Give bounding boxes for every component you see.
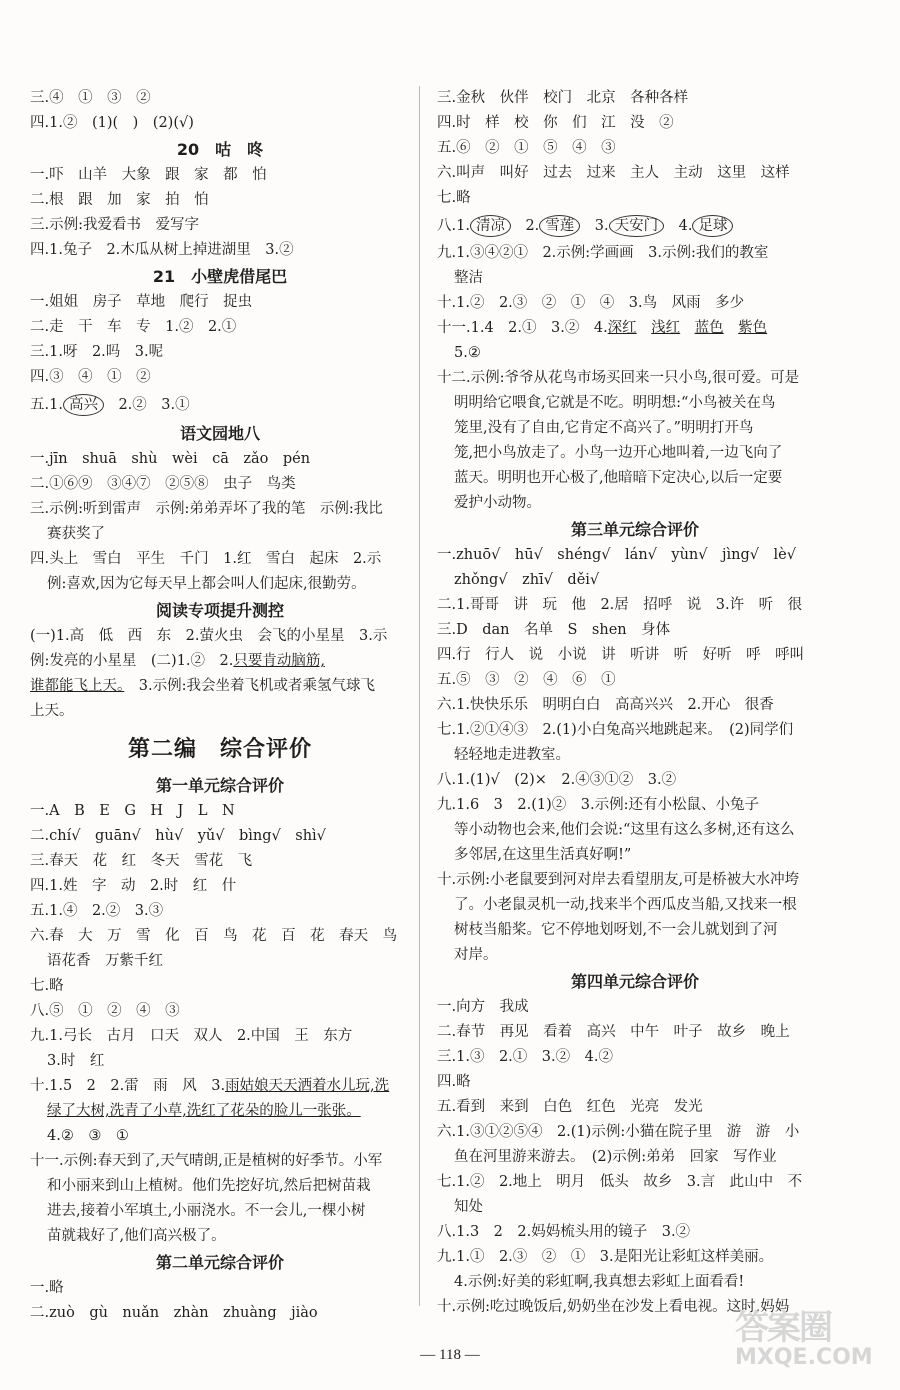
answer-line: 八.1.3 2 2.妈妈梳头用的镜子 3.② [437,1224,691,1240]
circled-answer: 雪莲 [539,215,580,237]
answer-line: 知处 [454,1199,483,1215]
answer-line: 七.1.②①④③ 2.(1)小白兔高兴地跳起来。 (2)同学们 [437,722,794,738]
answer-line: 四.1.兔子 2.木瓜从树上掉进湖里 3.② [30,242,294,258]
answer-line [437,316,833,341]
answer-line: 明明给它喂食,它就是不吃。明明想:“小鸟被关在鸟 [454,395,776,411]
answer-line: 一.吓 山羊 大象 跟 家 都 怕 [30,167,267,183]
circled-answer: 高兴 [63,394,104,416]
answer-line [30,1099,410,1124]
answer-line: 一.zhuō√ hū√ shéng√ lán√ yùn√ jìng√ lè√ [437,547,796,563]
underlined-answer: 雨姑娘天天洒着水儿玩,洗 [225,1078,390,1094]
section-heading: 21 小壁虎借尾巴 [152,267,288,286]
answer-line [30,674,410,699]
answer-text: 五.1. [30,397,63,413]
answer-line: 五.看到 来到 白色 红色 光亮 发光 [437,1099,703,1115]
answer-line: 了。小老鼠灵机一动,找来半个西瓜皮当船,又找来一根 [454,897,797,913]
answer-line: 树枝当船桨。它不停地划呀划,不一会儿就划到了河 [454,922,778,938]
section-heading: 语文园地八 [179,424,260,443]
answer-line: 六.春 大 万 雪 化 百 鸟 花 百 花 春天 鸟 [30,928,398,944]
section-heading: 第三单元综合评价 [570,520,699,539]
answer-line: 七.略 [437,190,471,206]
answer-text: 2.② 3.① [103,397,190,413]
answer-line: 赛获奖了 [47,526,105,542]
answer-line: 苗就栽好了,他们高兴极了。 [47,1228,226,1244]
section-heading: 第二单元综合评价 [155,1253,284,1272]
answer-text: 例:发亮的小星星 (二)1.② 2. [30,653,234,669]
section-heading: 第四单元综合评价 [570,972,699,991]
answer-line: 四.头上 雪白 平生 千门 1.红 雪白 起床 2.示 [30,551,382,567]
answer-line: 三.示例:我爱看书 爱写字 [30,217,199,233]
answer-line: 5.② [454,345,481,361]
answer-line: 3.时 红 [47,1053,105,1069]
answer-text [637,320,652,336]
answer-text: 2. [510,218,540,234]
watermark-logo: 答案圈 [735,1308,831,1348]
answer-line: 二.根 跟 加 家 拍 怕 [30,192,209,208]
underlined-answer: 绿了大树,洗青了小草,洗红了花朵的脸儿一张张。 [47,1103,361,1119]
answer-line: 二.zuò gù nuǎn zhàn zhuàng jiào [30,1305,318,1321]
answer-line: 四.略 [437,1074,471,1090]
answer-line: 十.1.② 2.③ ② ① ④ 3.鸟 风雨 多少 [437,295,745,311]
section-heading: 20 咕 咚 [176,140,264,159]
answer-text: 十.1.5 2 2.雷 雨 风 3. [30,1078,226,1094]
answer-line: 八.1.(1)√ (2)× 2.④③①② 3.② [437,772,677,788]
answer-line: 语花香 万紫千红 [47,953,163,969]
answer-line: 三.1.③ 2.① 3.② 4.② [437,1049,613,1065]
answer-line: 八.⑤ ① ② ④ ③ [30,1003,180,1019]
answer-line: 三.春天 花 红 冬天 雪花 飞 [30,853,253,869]
answer-line: 笼,把小鸟放走了。小鸟一边开心地叫着,一边飞向了 [454,445,783,461]
answer-line: 四.③ ④ ① ② [30,369,151,385]
section-heading: 阅读专项提升测控 [155,601,284,620]
answer-line: 二.chí√ guān√ hù√ yǔ√ bìng√ shì√ [30,828,326,844]
answer-line: 一.jīn shuā shù wèi cā zǎo pén [30,451,311,467]
answer-line: 轻轻地走进教室。 [454,747,570,763]
answer-line: 六.1.快快乐乐 明明白白 高高兴兴 2.开心 很香 [437,697,774,713]
answer-line: 三.示例:听到雷声 示例:弟弟弄坏了我的笔 示例:我比 [30,501,383,517]
answer-line: 4.示例:好美的彩虹啊,我真想去彩虹上面看看! [454,1274,745,1290]
circled-answer: 足球 [692,215,733,237]
answer-line: zhǒng√ zhī√ děi√ [454,572,600,588]
circled-answer: 天安门 [609,215,665,237]
answer-line: 五.⑥ ② ① ⑤ ④ ③ [437,140,616,156]
right-column [437,86,833,1320]
answer-line [437,211,833,241]
answer-line: 对岸。 [454,947,498,963]
answer-line: 四.行 行人 说 小说 讲 听讲 听 好听 呼 呼叫 [437,647,805,663]
answer-line: 十二.示例:爷爷从花鸟市场买回来一只小鸟,很可爱。可是 [437,370,800,386]
answer-line: 二.走 干 车 专 1.② 2.① [30,319,237,335]
answer-line: 鱼在河里游来游去。 (2)示例:弟弟 回家 写作业 [454,1149,777,1165]
answer-line: 笼里,没有了自由,它肯定不高兴了。”明明打开鸟 [454,420,754,436]
answer-text: 八.1. [437,218,470,234]
section-heading: 第一单元综合评价 [155,776,284,795]
answer-line: 九.1.弓长 古月 口天 双人 2.中国 王 东方 [30,1028,353,1044]
answer-line: 一.姐姐 房子 草地 爬行 捉虫 [30,294,253,310]
answer-line: 上天。 [30,703,74,719]
answer-line: 五.⑤ ③ ② ④ ⑥ ① [437,672,616,688]
column-divider [419,86,420,1306]
underlined-answer: 深红 [607,320,637,336]
answer-line: 三.D dan 名单 S shen 身体 [437,622,671,638]
answer-line: 三.1.呀 2.吗 3.呢 [30,344,164,360]
answer-line: 六.1.③①②⑤④ 2.(1)示例:小猫在院子里 游 游 小 [437,1124,800,1140]
answer-line: 四.时 样 校 你 们 江 没 ② [437,115,674,131]
answer-text: 3.示例:我会坐着飞机或者乘氢气球飞 [124,678,375,694]
answer-line: 三.④ ① ③ ② [30,90,151,106]
answer-line: 九.1.① 2.③ ② ① 3.是阳光让彩虹这样美丽。 [437,1249,774,1265]
answer-line: 六.叫声 叫好 过去 过来 主人 主动 这里 这样 [437,165,790,181]
left-column [30,86,410,1326]
answer-line [30,390,410,420]
underlined-answer: 谁都能飞上天。 [30,678,125,694]
answer-line: 4.② ③ ① [47,1128,129,1144]
answer-text: 4. [664,218,693,234]
answer-line: 多邻居,在这里生活真好啊!” [454,847,632,863]
answer-line [30,649,410,674]
answer-line: 爱护小动物。 [454,495,541,511]
underlined-answer: 只要肯动脑筋, [233,653,325,669]
answer-line: 十.示例:小老鼠要到河对岸去看望朋友,可是桥被大水冲垮 [437,872,800,888]
answer-line: 七.略 [30,978,64,994]
answer-line: 二.①⑥⑨ ③④⑦ ②⑤⑧ 虫子 鸟类 [30,476,296,492]
answer-line: 蓝天。明明也开心极了,他暗暗下定决心,以后一定要 [454,470,783,486]
answer-line: 例:喜欢,因为它每天早上都会叫人们起床,很勤劳。 [47,576,366,592]
answer-text: 十一.1.4 2.① 3.② 4. [437,320,608,336]
answer-line: 一.略 [30,1280,64,1296]
watermark-url: MXQE.COM [735,1345,873,1370]
answer-text [724,320,739,336]
answer-line: 二.1.哥哥 讲 玩 他 2.居 招呼 说 3.许 听 很 [437,597,803,613]
circled-answer: 清凉 [470,215,511,237]
answer-line [30,1074,410,1099]
answer-line: (一)1.高 低 西 东 2.萤火虫 会飞的小星星 3.示 [30,628,388,644]
underlined-answer: 蓝色 [694,320,724,336]
page-number: — 118 — [420,1347,480,1363]
answer-line: 四.1.姓 字 动 2.时 红 什 [30,878,237,894]
answer-line: 一.向方 我成 [437,999,529,1015]
answer-line: 十.示例:吃过晚饭后,奶奶坐在沙发上看电视。这时,妈妈 [437,1299,790,1315]
answer-text: 3. [580,218,609,234]
underlined-answer: 紫色 [738,320,768,336]
answer-line: 等小动物也会来,他们会说:“这里有这么多树,还有这么 [454,822,795,838]
answer-line: 二.春节 再见 看着 高兴 中午 叶子 故乡 晚上 [437,1024,790,1040]
watermark [735,1300,900,1390]
answer-line: 进去,接着小军填土,小丽浇水。不一会儿,一棵小树 [47,1203,366,1219]
section-heading: 第二编 综合评价 [127,737,312,762]
answer-line: 四.1.② (1)( ) (2)(√) [30,115,194,131]
answer-line: 一.A B E G H J L N [30,803,235,819]
answer-line: 五.1.④ 2.② 3.③ [30,903,164,919]
answer-line: 三.金秋 伙伴 校门 北京 各种各样 [437,90,689,106]
answer-line: 和小丽来到山上植树。他们先挖好坑,然后把树苗栽 [47,1178,371,1194]
answer-line: 九.1.③④②① 2.示例:学画画 3.示例:我们的教室 [437,245,769,261]
answer-line: 整洁 [454,270,483,286]
answer-line: 九.1.6 3 2.(1)② 3.示例:还有小松鼠、小兔子 [437,797,759,813]
answer-line: 七.1.② 2.地上 明月 低头 故乡 3.言 此山中 不 [437,1174,803,1190]
answer-text [680,320,695,336]
answer-line: 十一.示例:春天到了,天气晴朗,正是植树的好季节。小军 [30,1153,383,1169]
underlined-answer: 浅红 [651,320,681,336]
